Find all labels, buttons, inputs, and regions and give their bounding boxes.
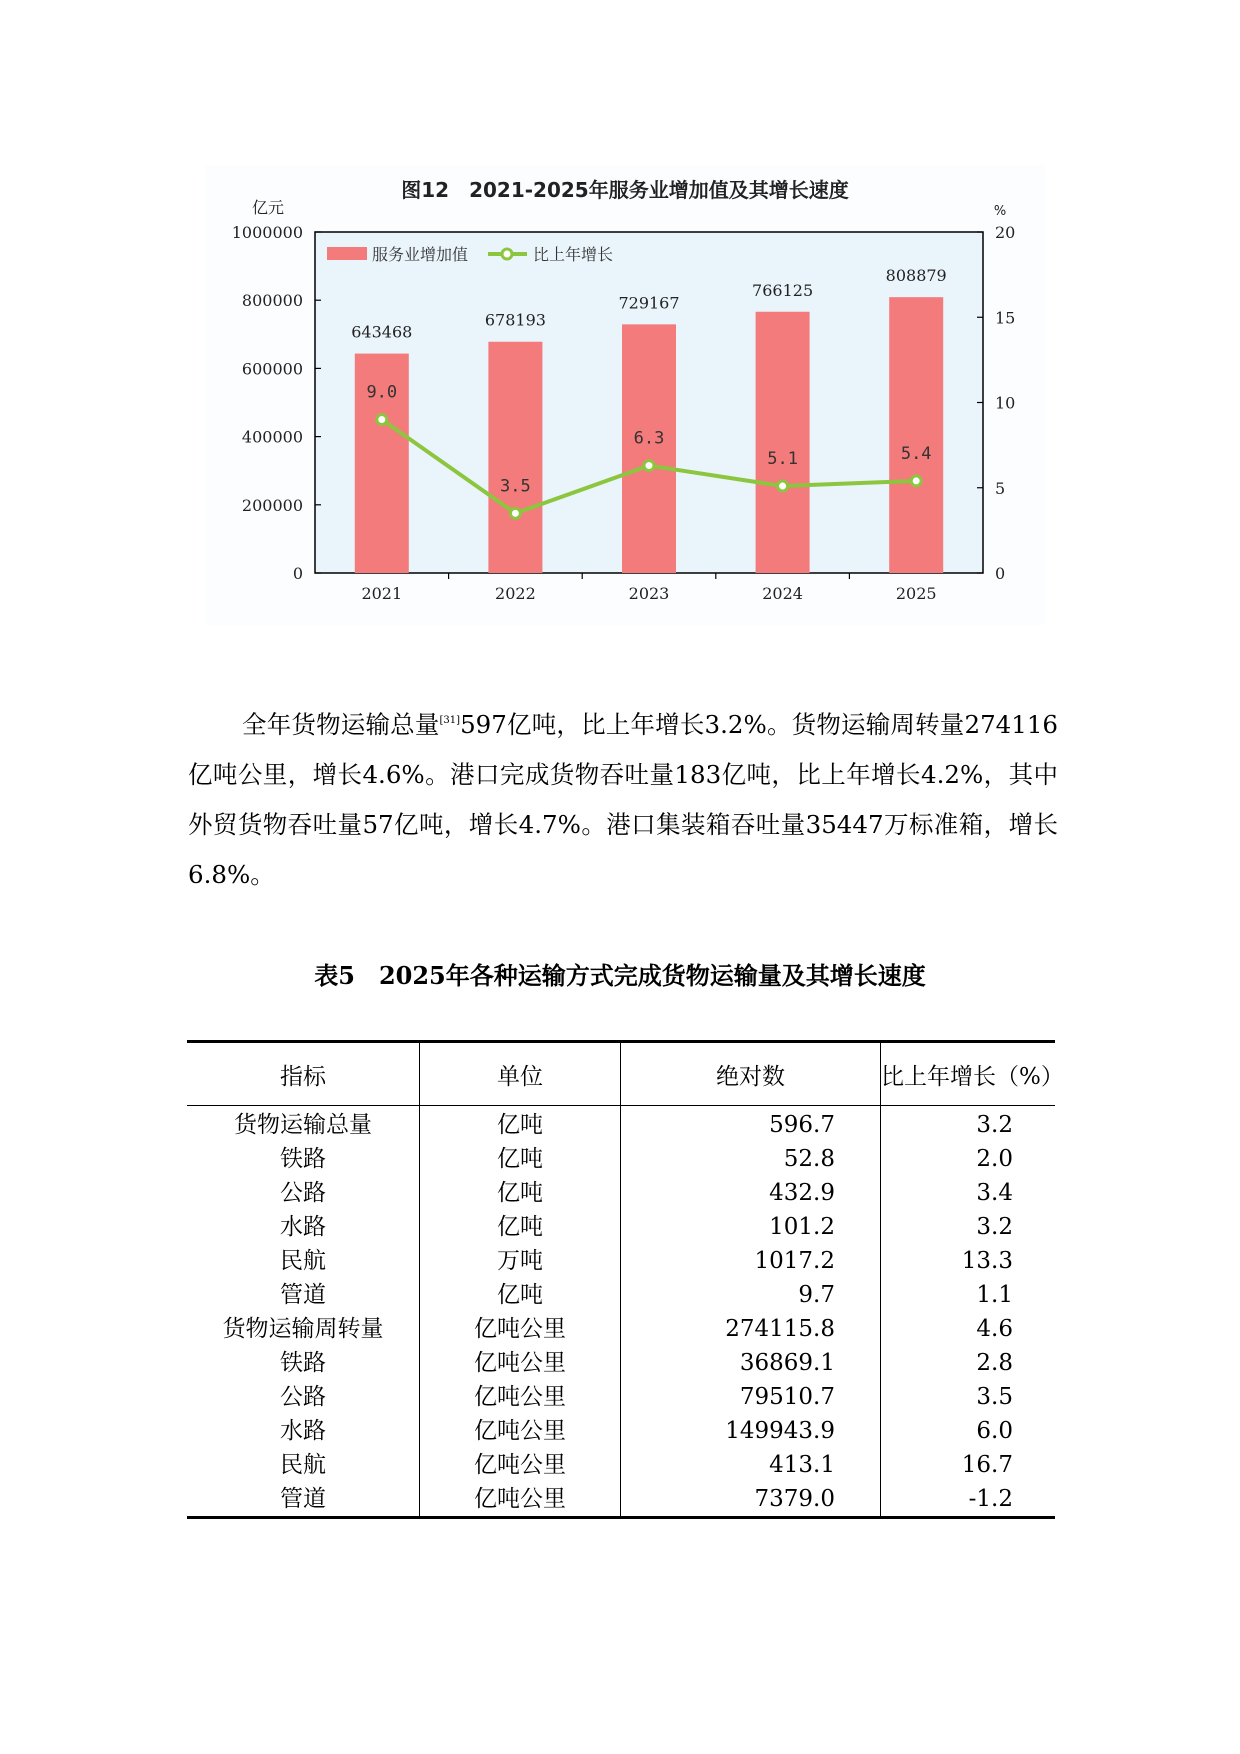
y-right-tick-label: 15	[995, 308, 1016, 328]
growth-point	[911, 476, 921, 486]
table-row	[187, 1244, 1055, 1278]
y-left-tick-label: 0	[292, 564, 303, 583]
legend-line-marker	[502, 249, 512, 259]
table-body	[187, 1106, 1055, 1518]
growth-point	[778, 481, 788, 491]
cell-indicator: 水路	[187, 1210, 420, 1244]
header-indicator: 指标	[187, 1042, 420, 1106]
table-row	[187, 1142, 1055, 1176]
cell-growth: 3.5	[976, 1384, 1013, 1410]
cell-unit: 亿吨	[420, 1278, 621, 1312]
cell-unit: 亿吨公里	[420, 1448, 621, 1482]
cell-absolute: 1017.2	[621, 1244, 881, 1278]
cell-indicator: 铁路	[187, 1346, 420, 1380]
cell-unit: 亿吨	[420, 1142, 621, 1176]
legend-bar-label: 服务业增加值	[372, 245, 469, 264]
cell-absolute: 101.2	[621, 1210, 881, 1244]
cell-growth: 4.6	[976, 1316, 1013, 1342]
cell-indicator: 公路	[187, 1176, 420, 1210]
cell-indicator: 民航	[187, 1448, 420, 1482]
cell-growth: 2.0	[976, 1146, 1013, 1172]
y-right-tick-label: 5	[995, 478, 1006, 498]
growth-value-label: 3.5	[500, 476, 531, 497]
cell-growth: -1.2	[881, 1482, 1056, 1518]
table-row	[187, 1482, 1055, 1518]
cell-absolute: 7379.0	[621, 1482, 881, 1518]
cell-unit: 亿吨公里	[420, 1380, 621, 1414]
cell-unit: 亿吨	[420, 1176, 621, 1210]
y-left-tick-label: 600000	[241, 359, 303, 379]
cell-growth: 3.4	[976, 1180, 1013, 1206]
cell-indicator: 水路	[187, 1414, 420, 1448]
cell-growth: 6.0	[976, 1418, 1013, 1444]
cell-absolute: 79510.7	[621, 1380, 881, 1414]
y-left-tick-label: 1000000	[231, 223, 303, 242]
cell-absolute: 432.9	[621, 1176, 881, 1210]
freight-table	[187, 1040, 1064, 1519]
y-left-tick-label: 800000	[241, 291, 303, 311]
cell-indicator: 货物运输总量	[187, 1106, 420, 1143]
cell-growth: 13.3	[961, 1248, 1013, 1274]
bar	[756, 312, 810, 573]
cell-indicator: 公路	[187, 1380, 420, 1414]
cell-indicator: 管道	[187, 1278, 420, 1312]
y-right-tick-label: 0	[995, 564, 1006, 583]
cell-growth: 1.1	[976, 1282, 1013, 1308]
x-tick-label: 2024	[762, 584, 803, 603]
table-row	[187, 1380, 1055, 1414]
footnote-ref[interactable]: [31]	[439, 715, 461, 726]
table-header-row	[187, 1042, 1055, 1106]
cell-indicator: 货物运输周转量	[187, 1312, 420, 1346]
cell-indicator: 铁路	[187, 1142, 420, 1176]
cell-absolute: 9.7	[621, 1278, 881, 1312]
x-tick-label: 2025	[895, 584, 937, 603]
cell-unit: 亿吨公里	[420, 1482, 621, 1518]
cell-unit: 亿吨公里	[420, 1312, 621, 1346]
x-tick-label: 2022	[495, 584, 536, 603]
paragraph-part2: 597亿吨，比上年增长3.2%。货物运输周转量274116亿吨公里，增长4.6%。港口完成货物吞吐量183亿吨，比上年增长4.2%，其中外贸货物吞吐量57亿吨，增长4.7%。港口集装箱吞吐量35447万标准箱，增长6.8%。	[188, 710, 1059, 889]
cell-absolute: 274115.8	[621, 1312, 881, 1346]
header-unit: 单位	[420, 1042, 621, 1106]
growth-point	[644, 461, 654, 471]
chart-title: 图12 2021-2025年服务业增加值及其增长速度	[401, 178, 849, 202]
cell-absolute: 52.8	[621, 1142, 881, 1176]
y-right-unit: %	[993, 204, 1007, 219]
cell-absolute: 36869.1	[621, 1346, 881, 1380]
cell-indicator: 管道	[187, 1482, 420, 1518]
bar-value-label: 766125	[752, 280, 814, 300]
bar	[622, 324, 676, 573]
bar-value-label: 808879	[885, 266, 947, 286]
bar	[889, 297, 943, 573]
table-row	[187, 1176, 1055, 1210]
table-row	[187, 1414, 1055, 1448]
x-tick-label: 2023	[628, 584, 670, 603]
bar-value-label: 643468	[351, 322, 413, 342]
cell-unit: 亿吨公里	[420, 1414, 621, 1448]
freight-paragraph	[188, 700, 1058, 900]
bar-value-label: 729167	[618, 293, 680, 313]
cell-absolute: 596.7	[621, 1106, 881, 1143]
cell-indicator: 民航	[187, 1244, 420, 1278]
cell-unit: 亿吨	[420, 1106, 621, 1143]
growth-value-label: 5.4	[900, 443, 932, 464]
y-left-unit: 亿元	[251, 198, 285, 217]
x-tick-label: 2021	[361, 584, 403, 603]
service-industry-chart	[205, 165, 1045, 625]
table-row	[187, 1210, 1055, 1244]
y-right-tick-label: 10	[995, 393, 1016, 413]
cell-absolute: 413.1	[621, 1448, 881, 1482]
header-growth: 比上年增长（%）	[881, 1042, 1056, 1106]
cell-growth: 3.2	[976, 1214, 1013, 1240]
legend-line-label: 比上年增长	[533, 245, 614, 264]
table-row	[187, 1346, 1055, 1380]
bar	[488, 342, 542, 573]
cell-unit: 亿吨	[420, 1210, 621, 1244]
cell-growth: 2.8	[976, 1350, 1013, 1376]
legend-bar-swatch	[327, 247, 367, 260]
bar-value-label: 678193	[484, 310, 546, 330]
y-left-tick-label: 200000	[241, 495, 303, 515]
cell-absolute: 149943.9	[621, 1414, 881, 1448]
y-left-tick-label: 400000	[241, 427, 303, 447]
growth-value-label: 6.3	[633, 428, 665, 449]
cell-growth: 16.7	[961, 1452, 1013, 1478]
table-row	[187, 1448, 1055, 1482]
table-row	[187, 1106, 1055, 1143]
paragraph-part1: 全年货物运输总量	[242, 710, 440, 739]
cell-growth: 3.2	[976, 1112, 1013, 1138]
growth-point	[377, 415, 387, 425]
header-absolute: 绝对数	[621, 1042, 881, 1106]
table-row	[187, 1278, 1055, 1312]
y-right-tick-label: 20	[995, 223, 1016, 242]
table-row	[187, 1312, 1055, 1346]
chart-svg	[205, 165, 1045, 625]
growth-point	[510, 508, 520, 518]
cell-unit: 万吨	[420, 1244, 621, 1278]
cell-unit: 亿吨公里	[420, 1346, 621, 1380]
growth-value-label: 9.0	[366, 382, 398, 403]
growth-value-label: 5.1	[767, 449, 798, 470]
table-title: 表5 2025年各种运输方式完成货物运输量及其增长速度	[314, 961, 926, 990]
